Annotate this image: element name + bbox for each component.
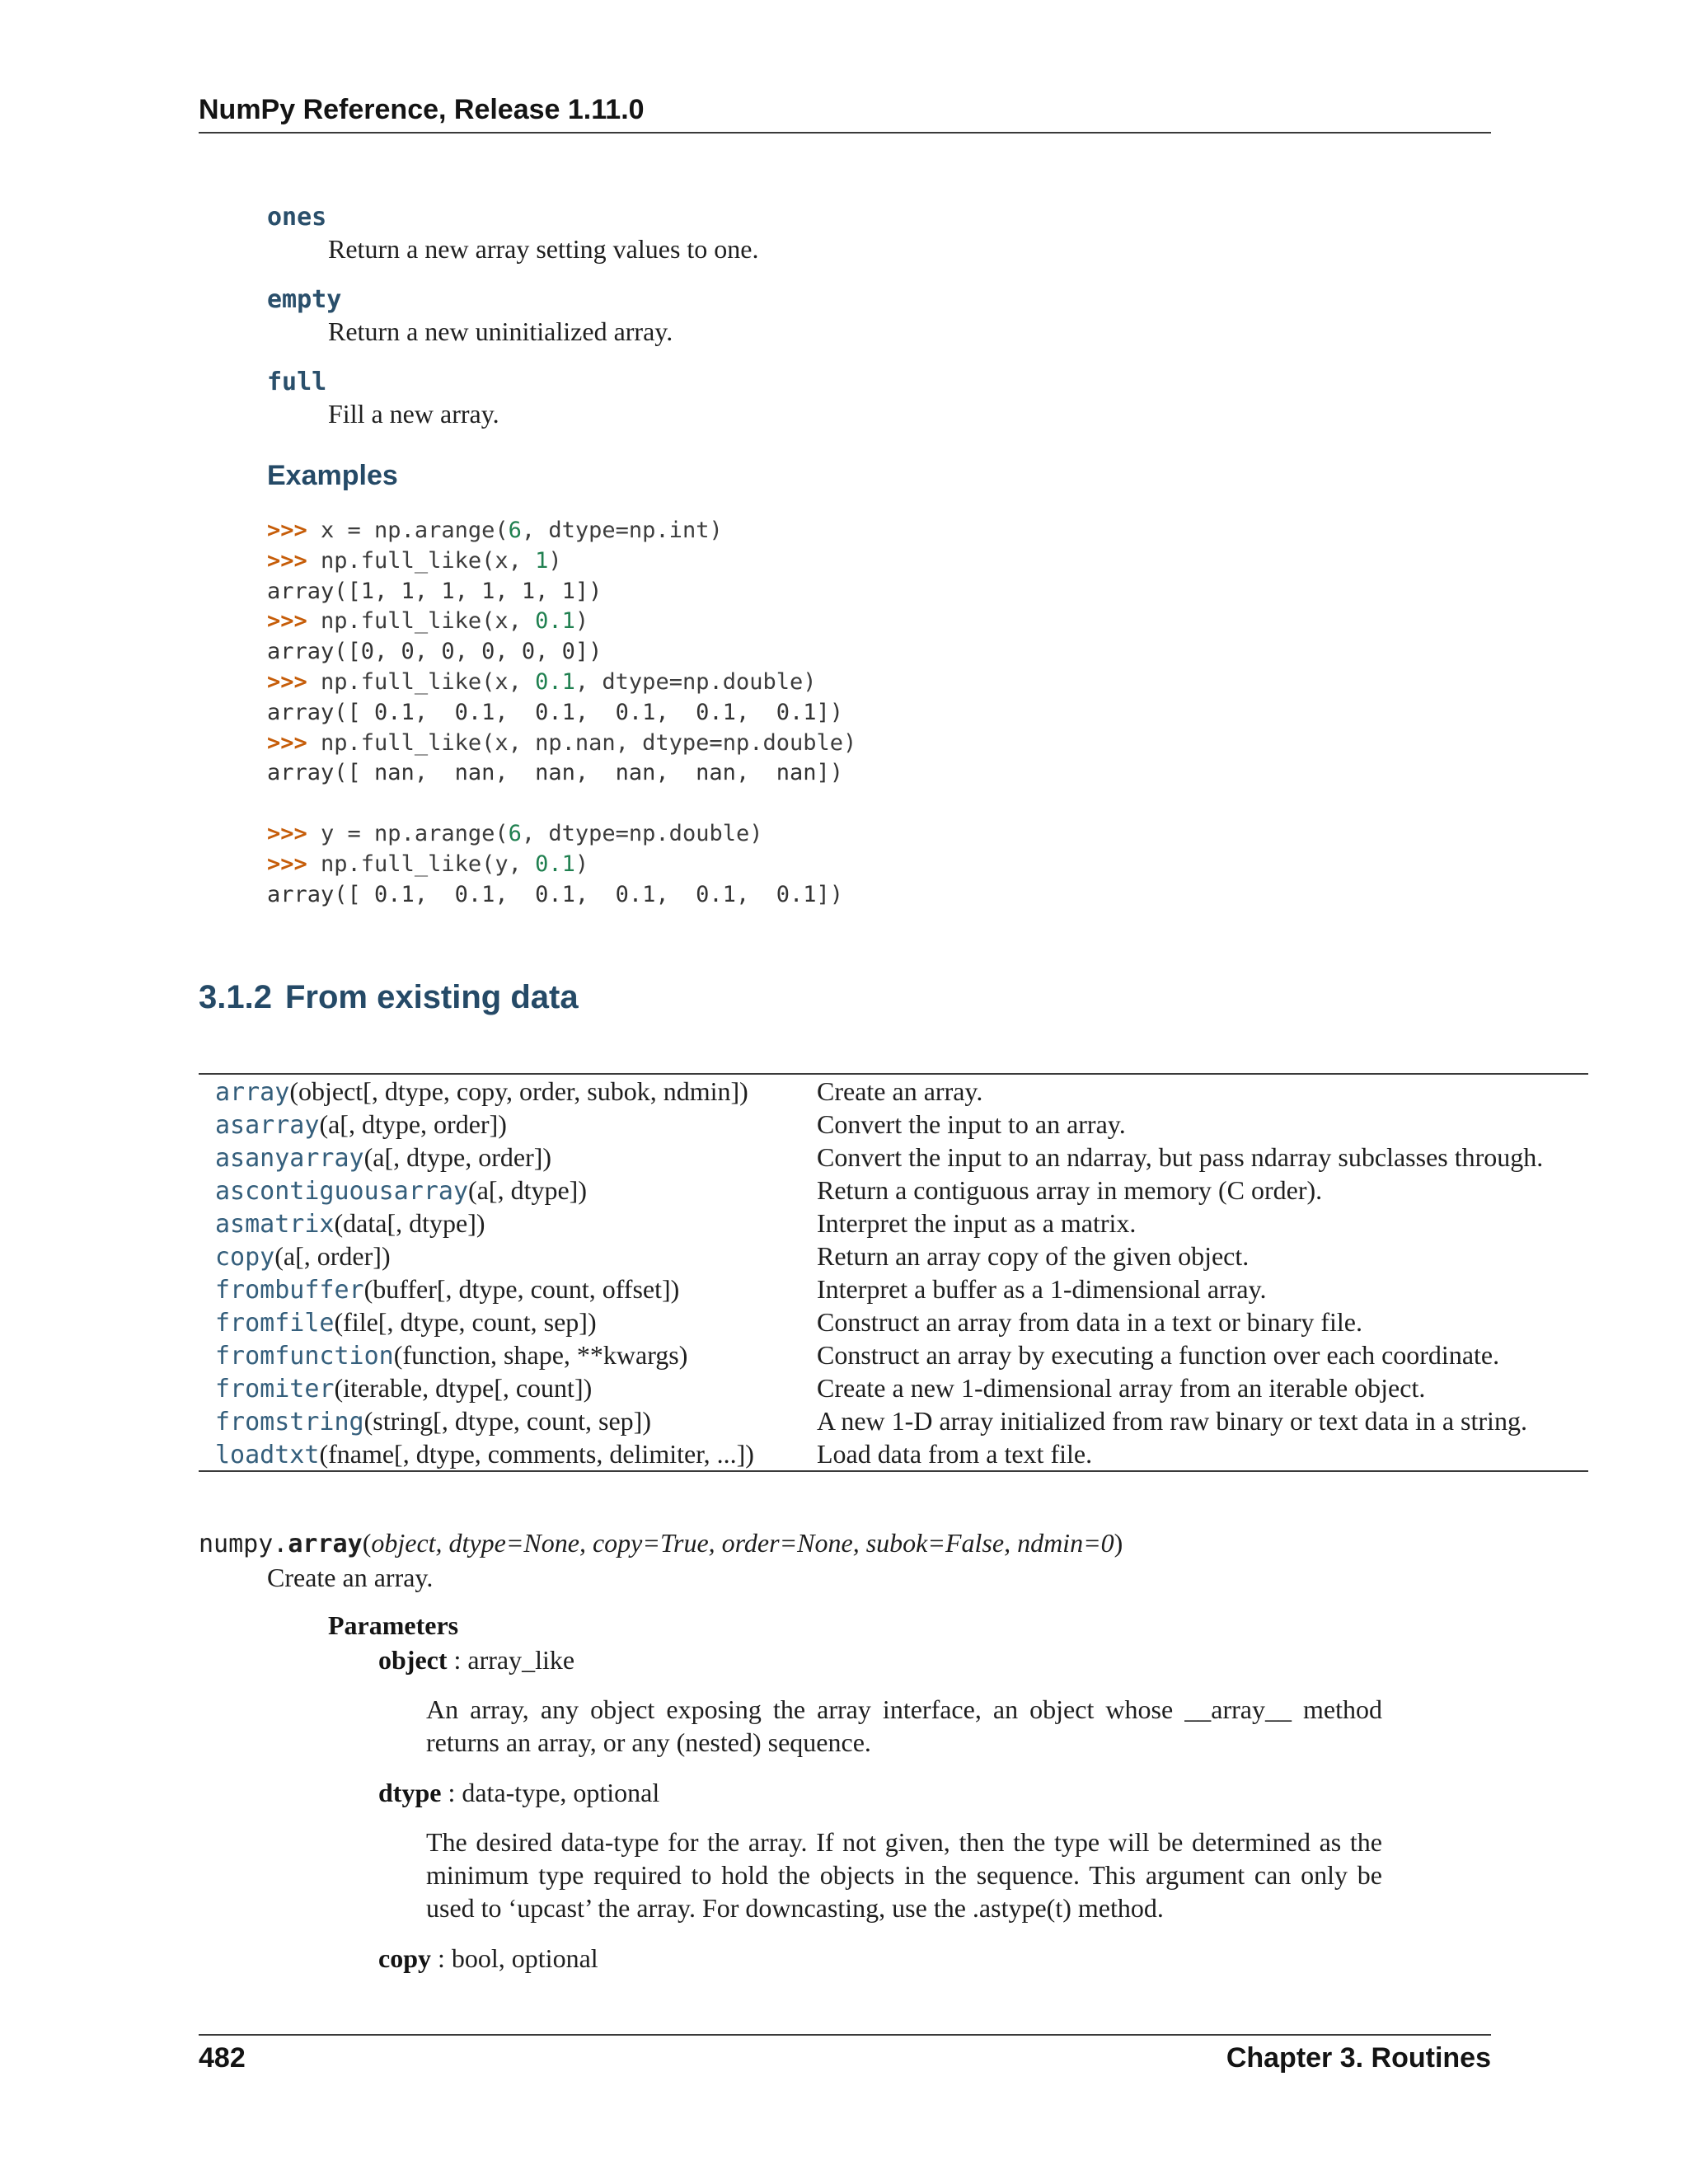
code-line — [267, 669, 817, 695]
code-output: array([ nan, nan, nan, nan, nan, nan]) — [267, 760, 843, 786]
code-line — [267, 851, 588, 877]
see-also-desc-full: Fill a new array. — [328, 399, 499, 429]
function-args: (string[, dtype, count, sep]) — [363, 1406, 651, 1436]
function-link[interactable]: asanyarray — [215, 1144, 364, 1173]
table-cell-description: Interpret a buffer as a 1-dimensional array. — [817, 1274, 1267, 1304]
param-copy — [378, 1943, 598, 1974]
param-name: copy — [378, 1943, 431, 1973]
code-number: 0.1 — [535, 668, 575, 695]
table-cell-description: Create a new 1-dimensional array from an iterable object. — [817, 1373, 1426, 1403]
code-line — [267, 548, 562, 574]
code-token — [267, 790, 280, 816]
code-prompt: >>> — [267, 608, 321, 635]
function-args: (a[, dtype, order]) — [319, 1109, 507, 1139]
function-args: (data[, dtype]) — [334, 1208, 485, 1238]
code-output: array([0, 0, 0, 0, 0, 0]) — [267, 639, 603, 665]
code-prompt: >>> — [267, 820, 321, 846]
table-cell-description: Construct an array from data in a text or binary file. — [817, 1307, 1362, 1337]
code-token: np.full_like(x, np.nan, dtype=np.double) — [321, 729, 857, 756]
code-number: 6 — [508, 820, 522, 846]
code-example-block — [267, 516, 856, 910]
code-line — [267, 518, 723, 543]
signature-summary: Create an array. — [267, 1563, 434, 1592]
see-also-term-empty[interactable]: empty — [267, 285, 342, 314]
param-type: : bool, optional — [431, 1943, 598, 1973]
function-link[interactable]: asarray — [215, 1111, 320, 1140]
table-cell-signature — [215, 1240, 391, 1274]
param-dtype — [378, 1778, 659, 1808]
param-type: : array_like — [447, 1645, 575, 1675]
table-cell-description: Return a contiguous array in memory (C order). — [817, 1175, 1323, 1205]
table-cell-description: Convert the input to an array. — [817, 1109, 1126, 1139]
param-object — [378, 1645, 574, 1675]
code-number: 0.1 — [535, 851, 575, 877]
code-line — [267, 608, 588, 634]
signature-params: object, dtype=None, copy=True, order=None, subok=False, ndmin=0 — [371, 1528, 1114, 1558]
code-line — [267, 700, 843, 725]
table-cell-description: Create an array. — [817, 1076, 983, 1106]
function-args: (object[, dtype, copy, order, subok, ndmin]) — [289, 1076, 748, 1106]
function-args: (buffer[, dtype, count, offset]) — [363, 1274, 680, 1304]
code-line — [267, 579, 602, 604]
function-link[interactable]: copy — [215, 1243, 275, 1272]
code-token: , dtype=np.int) — [521, 518, 723, 543]
code-number: 0.1 — [535, 608, 575, 635]
code-number: 6 — [508, 518, 522, 543]
code-line — [267, 639, 602, 664]
signature-function-name: array — [288, 1530, 363, 1558]
code-token: x = np.arange( — [321, 518, 509, 543]
table-cell-signature — [215, 1338, 687, 1373]
function-args: (a[, order]) — [274, 1241, 391, 1271]
function-summary-table — [199, 1073, 1588, 1472]
function-args: (fname[, dtype, comments, delimiter, ...]) — [319, 1439, 754, 1469]
table-cell-signature — [215, 1207, 485, 1241]
function-link[interactable]: fromfile — [215, 1309, 335, 1338]
code-token: np.full_like(y, — [321, 851, 536, 877]
table-row — [199, 1075, 1588, 1108]
table-cell-signature — [215, 1075, 748, 1109]
table-row — [199, 1404, 1588, 1437]
code-prompt: >>> — [267, 547, 321, 574]
code-token: np.full_like(x, — [321, 668, 536, 695]
param-type: : data-type, optional — [441, 1778, 660, 1807]
table-row — [199, 1141, 1588, 1174]
code-line — [267, 821, 762, 846]
function-link[interactable]: fromiter — [215, 1375, 335, 1404]
table-cell-description: Load data from a text file. — [817, 1439, 1093, 1469]
code-prompt: >>> — [267, 668, 321, 695]
code-token: np.full_like(x, — [321, 547, 536, 574]
examples-heading: Examples — [267, 460, 398, 491]
header-title: NumPy Reference, Release 1.11.0 — [199, 94, 645, 125]
table-cell-description: Interpret the input as a matrix. — [817, 1208, 1137, 1238]
code-line — [267, 882, 843, 907]
table-cell-description: A new 1-D array initialized from raw binary or text data in a string. — [817, 1406, 1527, 1436]
table-cell-signature — [215, 1371, 592, 1406]
table-cell-signature — [215, 1437, 754, 1472]
param-name: object — [378, 1645, 448, 1675]
footer-chapter: Chapter 3. Routines — [1226, 2042, 1491, 2074]
table-row — [199, 1305, 1588, 1338]
section-number: 3.1.2 — [199, 979, 272, 1015]
table-row — [199, 1338, 1588, 1371]
function-args: (a[, dtype, order]) — [363, 1142, 552, 1172]
table-cell-description: Convert the input to an ndarray, but pass ndarray subclasses through. — [817, 1142, 1544, 1172]
see-also-desc-ones: Return a new array setting values to one. — [328, 234, 759, 264]
section-heading — [199, 979, 579, 1016]
see-also-term-ones[interactable]: ones — [267, 203, 327, 232]
code-prompt: >>> — [267, 851, 321, 877]
function-link[interactable]: array — [215, 1078, 290, 1107]
code-token: ) — [548, 547, 562, 574]
table-cell-signature — [215, 1305, 597, 1340]
function-link[interactable]: fromfunction — [215, 1342, 394, 1371]
function-args: (a[, dtype]) — [468, 1175, 587, 1205]
table-row — [199, 1371, 1588, 1404]
code-token: ) — [574, 851, 589, 877]
function-link[interactable]: frombuffer — [215, 1276, 364, 1305]
table-cell-signature — [215, 1108, 507, 1142]
page-number: 482 — [199, 2042, 246, 2074]
code-line — [267, 730, 856, 756]
function-link[interactable]: loadtxt — [215, 1441, 320, 1469]
table-cell-description: Construct an array by executing a function over each coordinate. — [817, 1340, 1500, 1370]
function-args: (file[, dtype, count, sep]) — [334, 1307, 597, 1337]
code-output: array([ 0.1, 0.1, 0.1, 0.1, 0.1, 0.1]) — [267, 699, 843, 725]
code-prompt: >>> — [267, 518, 321, 543]
code-prompt: >>> — [267, 729, 321, 756]
table-cell-description: Return an array copy of the given object. — [817, 1241, 1250, 1271]
code-line — [267, 790, 280, 816]
parameters-label: Parameters — [328, 1610, 459, 1640]
function-link[interactable]: fromstring — [215, 1408, 364, 1436]
code-line — [267, 760, 843, 785]
code-token: ) — [574, 608, 589, 635]
param-name: dtype — [378, 1778, 442, 1807]
code-output: array([1, 1, 1, 1, 1, 1]) — [267, 578, 603, 604]
param-object-desc: An array, any object exposing the array interface, an object whose __array__ method returns an array, or any (nested) sequence. — [426, 1694, 1382, 1757]
see-also-desc-empty: Return a new uninitialized array. — [328, 316, 673, 346]
table-row — [199, 1272, 1588, 1305]
function-args: (iterable, dtype[, count]) — [334, 1373, 593, 1403]
code-token: np.full_like(x, — [321, 608, 536, 635]
see-also-term-full[interactable]: full — [267, 368, 327, 396]
table-cell-signature — [215, 1272, 679, 1307]
function-args: (function, shape, **kwargs) — [393, 1340, 688, 1370]
section-title: From existing data — [284, 979, 579, 1015]
function-link[interactable]: ascontiguousarray — [215, 1177, 469, 1206]
code-token: y = np.arange( — [321, 820, 509, 846]
table-cell-signature — [215, 1141, 551, 1175]
table-row — [199, 1437, 1588, 1470]
table-row — [199, 1174, 1588, 1207]
function-signature — [199, 1528, 1123, 1558]
table-row — [199, 1108, 1588, 1141]
table-cell-signature — [215, 1174, 587, 1208]
table-cell-signature — [215, 1404, 651, 1439]
table-row — [199, 1240, 1588, 1272]
signature-open-paren: ( — [362, 1528, 372, 1558]
signature-module: numpy. — [199, 1530, 288, 1558]
code-number: 1 — [535, 547, 549, 574]
page-header — [199, 92, 1491, 134]
function-link[interactable]: asmatrix — [215, 1210, 335, 1239]
table-row — [199, 1207, 1588, 1240]
signature-close-paren: ) — [1114, 1528, 1123, 1558]
code-token: , dtype=np.double) — [574, 668, 817, 695]
code-token: , dtype=np.double) — [521, 820, 763, 846]
page-footer — [199, 2034, 1491, 2085]
code-output: array([ 0.1, 0.1, 0.1, 0.1, 0.1, 0.1]) — [267, 881, 843, 907]
param-dtype-desc: The desired data-type for the array. If not given, then the type will be determined as the minimum type required to hold the objects in the sequence. This argument can only be used to ‘upcast’ the array. For downcasting, use the .astype(t) method. — [426, 1827, 1382, 1923]
